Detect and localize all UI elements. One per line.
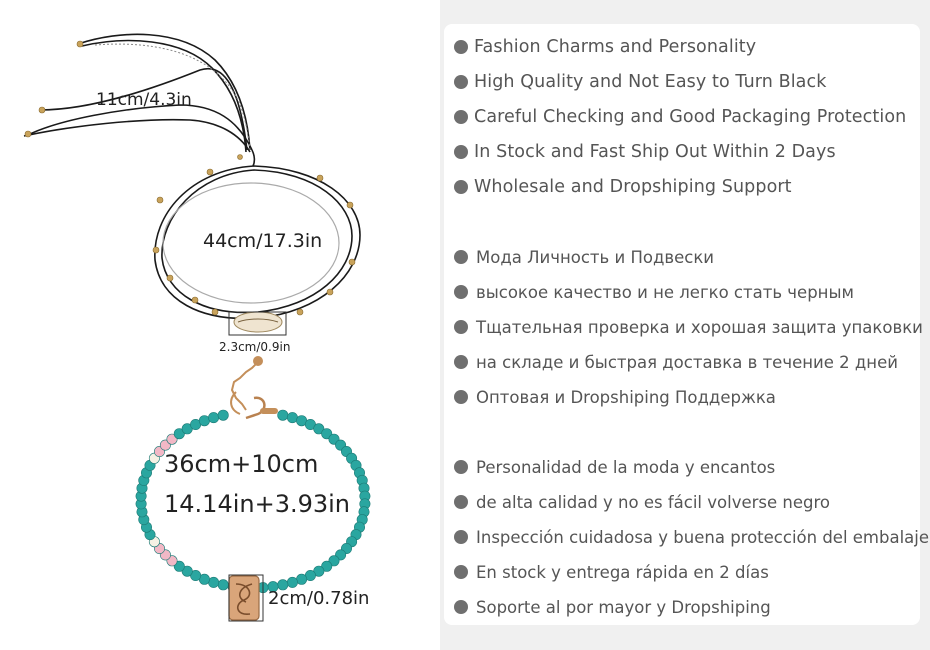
bead bbox=[218, 580, 228, 590]
feature-text: En stock y entrega rápida en 2 días bbox=[476, 562, 769, 582]
feature-item bbox=[454, 102, 906, 132]
feature-item bbox=[454, 592, 771, 622]
bullet-icon bbox=[454, 110, 468, 124]
bead bbox=[278, 410, 288, 420]
necklace-illustration bbox=[0, 0, 440, 650]
feature-text: Оптовая и Dropshiping Поддержка bbox=[476, 387, 776, 407]
clasp bbox=[246, 398, 278, 418]
bullet-icon bbox=[454, 355, 468, 369]
feature-text: Wholesale and Dropshiping Support bbox=[474, 177, 792, 197]
feature-item bbox=[454, 67, 826, 97]
feature-text: на складе и быстрая доставка в течение 2 дней bbox=[476, 352, 898, 372]
length-in-label: 14.14in+3.93in bbox=[164, 490, 351, 518]
bullet-icon bbox=[454, 530, 468, 544]
chain-extender bbox=[231, 357, 262, 414]
bead bbox=[218, 410, 228, 420]
bullet-icon bbox=[454, 40, 468, 54]
feature-item bbox=[454, 487, 830, 517]
feature-item bbox=[454, 242, 714, 272]
feature-text: высокое качество и не легко стать черным bbox=[476, 282, 854, 302]
tie-length-label: 11cm/4.3in bbox=[96, 90, 192, 110]
feature-item bbox=[454, 522, 929, 552]
feature-item bbox=[454, 312, 923, 342]
bullet-icon bbox=[454, 390, 468, 404]
feature-text: In Stock and Fast Ship Out Within 2 Days bbox=[474, 142, 836, 162]
feature-text: de alta calidad y no es fácil volverse negro bbox=[476, 492, 830, 512]
feature-text: Personalidad de la moda y encantos bbox=[476, 457, 776, 477]
cowrie-shell bbox=[234, 312, 282, 332]
cord-necklace bbox=[24, 34, 360, 318]
feature-item bbox=[454, 277, 854, 307]
feature-item bbox=[454, 32, 756, 62]
bullet-icon bbox=[454, 495, 468, 509]
bead bbox=[208, 577, 218, 587]
product-image bbox=[0, 0, 440, 650]
bead bbox=[287, 577, 297, 587]
feature-text: Тщательная проверка и хорошая защита упаковки bbox=[476, 317, 923, 337]
bead bbox=[287, 412, 297, 422]
bullet-icon bbox=[454, 285, 468, 299]
bullet-icon bbox=[454, 320, 468, 334]
feature-item bbox=[454, 347, 898, 377]
feature-text: Мода Личность и Подвески bbox=[476, 247, 715, 267]
bead bbox=[296, 574, 306, 584]
length-cm-label: 36cm+10cm bbox=[164, 450, 319, 478]
bead bbox=[199, 416, 209, 426]
bullet-icon bbox=[454, 250, 468, 264]
feature-item bbox=[454, 382, 776, 412]
feature-text: Inspección cuidadosa y buena protección del embalaje bbox=[476, 527, 930, 547]
bullet-icon bbox=[454, 145, 468, 159]
bullet-icon bbox=[454, 460, 468, 474]
bullet-icon bbox=[454, 600, 468, 614]
gold-beads bbox=[25, 41, 355, 315]
features-panel bbox=[444, 24, 930, 625]
pendant-size-label: 2cm/0.78in bbox=[268, 588, 370, 609]
bead bbox=[208, 412, 218, 422]
pendant bbox=[229, 576, 259, 620]
feature-text: Fashion Charms and Personality bbox=[474, 37, 757, 57]
bullet-icon bbox=[454, 180, 468, 194]
feature-text: Careful Checking and Good Packaging Protection bbox=[474, 107, 907, 127]
shell-size-label: 2.3cm/0.9in bbox=[219, 340, 291, 354]
feature-item bbox=[454, 452, 775, 482]
bullet-icon bbox=[454, 565, 468, 579]
circumference-label: 44cm/17.3in bbox=[203, 230, 323, 252]
feature-text: High Quality and Not Easy to Turn Black bbox=[474, 72, 827, 92]
feature-item bbox=[454, 557, 769, 587]
feature-item bbox=[454, 137, 836, 167]
feature-text: Soporte al por mayor y Dropshiping bbox=[476, 597, 771, 617]
feature-item bbox=[454, 172, 792, 202]
bullet-icon bbox=[454, 75, 468, 89]
